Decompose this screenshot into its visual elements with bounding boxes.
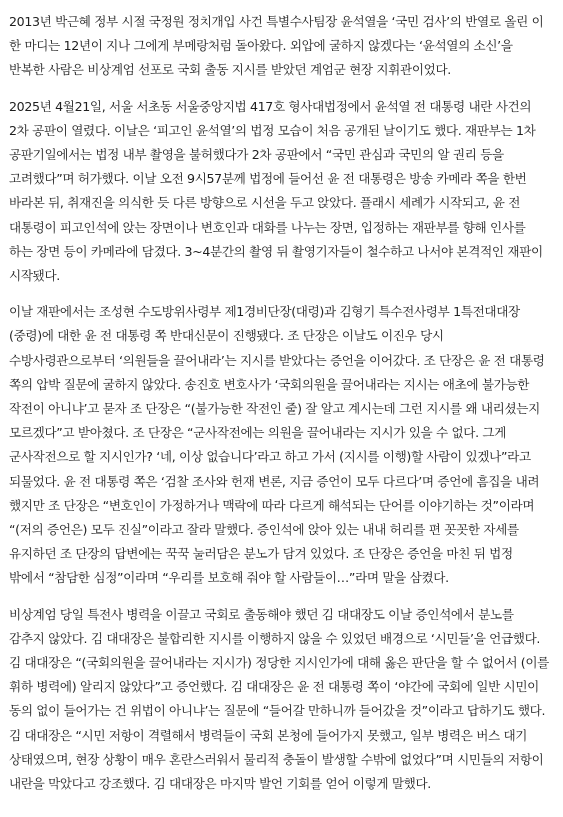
paragraph-cross-examination: 이날 재판에서는 조성현 수도방위사령부 제1경비단장(대령)과 김형기 특수전사령부 1특전대대장(중령)에 대한 윤 전 대통령 쪽 반대신문이 진행됐다. 조 단장은 이날도 이진우 당시 수방사령관으로부터 ‘의원들을 끌어내라’는 지시를 받았다는 증언을 이어갔다. 조 단장은 윤 전 대통령 쪽의 압박 질문에 굴하지 않았다. 송진호 변호사가 ‘국회의원을 끌어내라는 지시는 애초에 불가능한 작전이 아니냐’고 묻자 조 단장은 “(불가능한 작전인 줄) 잘 알고 계시는데 그런 지시를 왜 내리셨는지 모르겠다”고 받아쳤다. 조 단장은 “군사작전에는 의원을 끌어내라는 지시가 있을 수 없다. 그게 군사작전으로 할 지시인가? ‘네, 이상 없습니다’라고 하고 가서 (지시를 이행)할 사람이 있겠나”라고 되물었다. 윤 전 대통령 쪽은 ‘검찰 조사와 헌재 변론, 지금 증언이 모두 다르다’며 증언에 흠집을 내려 했지만 조 단장은 “변호인이 가정하거나 맥락에 따라 다르게 해석되는 단어를 이야기하는 것”이라며 “(저의 증언은) 모두 진실”이라고 잘라 말했다. 증인석에 앉아 있는 내내 허리를 편 꼿꼿한 자세를 유지하던 조 단장의 답변에는 꾹꾹 눌러담은 분노가 담겨 있었다. 조 단장은 증언을 마친 뒤 법정 밖에서 “참담한 심정”이라며 “우리를 보호해 줘야 할 사람들이…”라며 말을 삼켰다. xyxy=(9,304,545,586)
paragraph-battalion-commander: 비상계엄 당일 특전사 병력을 이끌고 국회로 출동해야 했던 김 대대장도 이날 증인석에서 분노를 감추지 않았다. 김 대대장은 불합리한 지시를 이행하지 않을 수 있었던 배경으로 ‘시민들’을 언급했다. 김 대대장은 “(국회의원을 끌어내라는 지시가) 정당한 지시인가에 대해 옳은 판단을 할 수 없어서 (이를 휘하 병력에) 알리지 않았다”고 증언했다. 김 대대장은 윤 전 대통령 쪽이 ‘야간에 국회에 일반 시민이 동의 없이 들어가는 건 위법이 아니냐’는 질문에 “들어갈 만하니까 들어갔을 것”이라고 답하기도 했다. 김 대대장은 “시민 저항이 격렬해서 병력들이 국회 본청에 들어가지 못했고, 일부 병력은 버스 대기 상태였으며, 현장 상황이 매우 혼란스러워서 물리적 충돌이 발생할 수밖에 없었다”며 시민들의 저항이 내란을 막았다고 강조했다. 김 대대장은 마지막 발언 기회를 얻어 이렇게 말했다. xyxy=(9,606,549,792)
paragraph-intro: 2013년 박근혜 정부 시절 국정원 정치개입 사건 특별수사팀장 윤석열을 ‘국민 검사’의 반열로 올린 이 한 마디는 12년이 지나 그에게 부메랑처럼 돌아왔다. 외압에 굴하지 않겠다는 ‘윤석열의 소신’을 반복한 사람은 비상계엄 선포로 국회 출동 지시를 받았던 계엄군 현장 지휘관이었다. xyxy=(9,14,544,78)
paragraph-second-trial: 2025년 4월21일, 서울 서초동 서울중앙지법 417호 형사대법정에서 윤석열 전 대통령 내란 사건의 2차 공판이 열렸다. 이날은 ‘피고인 윤석열’의 법정 모습이 처음 공개된 날이기도 했다. 재판부는 1차 공판기일에서는 법정 내부 촬영을 불허했다가 2차 공판에서 “국민 관심과 국민의 알 권리 등을 고려했다”며 허가했다. 이날 오전 9시57분께 법정에 들어선 윤 전 대통령은 방송 카메라 쪽을 한번 바라본 뒤, 취재진을 의식한 듯 다른 방향으로 시선을 두고 앉았다. 플래시 세례가 시작되고, 윤 전 대통령이 피고인석에 앉는 장면이나 변호인과 대화를 나누는 장면, 입정하는 재판부를 향해 인사를 하는 장면 등이 카메라에 담겼다. 3~4분간의 촬영 뒤 촬영기자들이 철수하고 나서야 본격적인 재판이 시작됐다. xyxy=(9,98,543,284)
